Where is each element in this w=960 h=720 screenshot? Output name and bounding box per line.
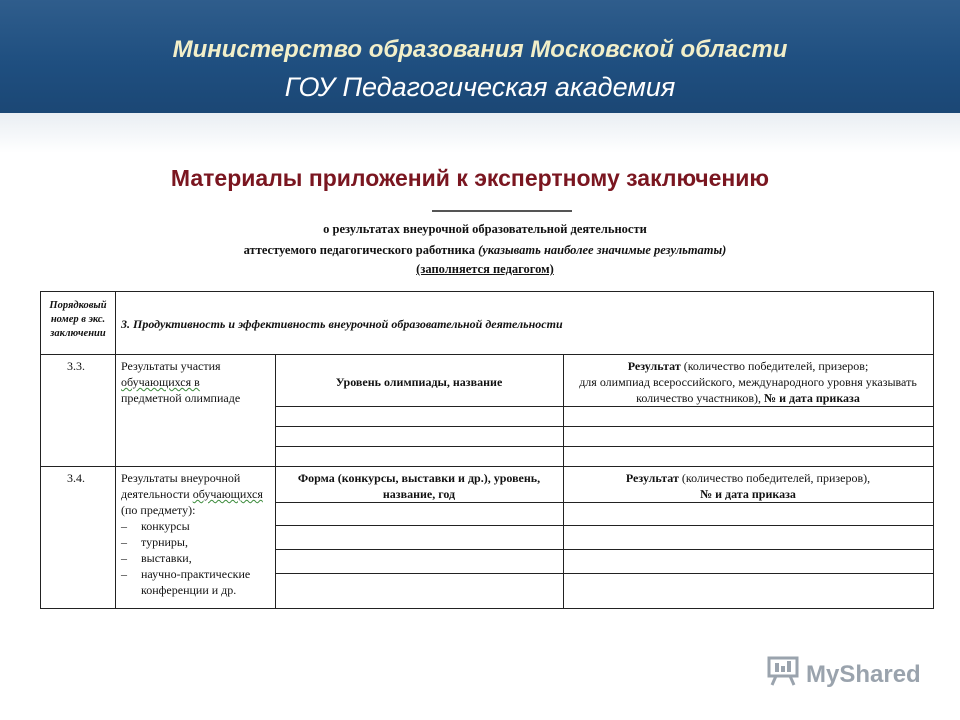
academy-title: ГОУ Педагогическая академия (284, 72, 676, 102)
cropped-heading-fragment (432, 210, 572, 218)
list-item: – выставки, (121, 551, 192, 565)
slide-title: Материалы приложений к экспертному заключению (170, 165, 770, 191)
row-description: Результаты участия обучающихся в предметной олимпиаде (121, 359, 241, 405)
activity-form-header: Форма (конкурсы, выставки и др.), уровень, название, год (297, 471, 541, 501)
watermark-text: MyShared (806, 660, 921, 688)
row-number: 3.4. (67, 471, 85, 485)
ministry-title: Министерство образования Московской области (172, 36, 788, 63)
results-table (40, 291, 934, 609)
document-heading-line3: (заполняется педагогом) (416, 262, 554, 276)
olympiad-level-header: Уровень олимпиады, название (335, 375, 503, 389)
presentation-board-icon (766, 656, 800, 693)
myshared-watermark (766, 656, 921, 693)
list-item: – турниры, (121, 535, 188, 549)
activity-result-header: Результат (количество победителей, призеров), № и дата приказа (625, 471, 871, 501)
list-item: – научно-практические конференции и др. (121, 567, 251, 597)
row-number: 3.3. (67, 359, 85, 373)
row-description: Результаты внеурочной деятельности обучающихся (по предмету): – конкурсы – турниры, – выставки, – научно-практические конференции и др. (121, 470, 273, 598)
document-heading-line2: аттестуемого педагогического работника (указывать наиболее значимые результаты) (243, 243, 727, 257)
list-item: – конкурсы (121, 519, 190, 533)
section-header: 3. Продуктивность и эффективность внеурочной образовательной деятельности (121, 317, 563, 331)
document-heading-line1: о результатах внеурочной образовательной деятельности (323, 222, 647, 236)
number-column-header: Порядковый номер в экс. заключении (49, 300, 107, 339)
olympiad-result-header: Результат (количество победителей, призеров; для олимпиад всероссийского, международного уровня указывать количество участников), № и дата приказа (579, 359, 917, 405)
header-shine (0, 113, 960, 153)
